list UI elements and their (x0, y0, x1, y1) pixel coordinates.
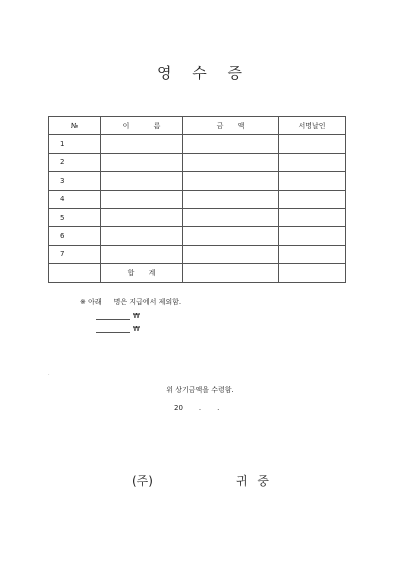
row-number: 1 (49, 135, 101, 153)
recipient-salutation: 귀 중 (236, 474, 269, 488)
date-year-blank (183, 404, 202, 412)
amount-cell (183, 135, 279, 153)
total-amount-cell (183, 264, 279, 282)
signature-cell (279, 227, 346, 245)
table-row (49, 135, 346, 153)
row-number: 7 (49, 245, 101, 263)
table-row (49, 190, 346, 208)
amount-cell (183, 245, 279, 263)
signature-cell (279, 245, 346, 263)
signature-cell (279, 172, 346, 190)
name-cell (101, 245, 183, 263)
header-no: № (49, 117, 101, 135)
date-year: 20 (174, 404, 183, 412)
row-number: 5 (49, 208, 101, 226)
exclusion-note (80, 297, 181, 307)
total-label: 합 계 (101, 264, 183, 282)
signature-cell (279, 190, 346, 208)
name-cell (101, 190, 183, 208)
note-suffix: 명은 지급에서 제외함. (113, 298, 182, 306)
date-separator: . (217, 404, 220, 412)
amount-cell (183, 208, 279, 226)
name-cell (101, 208, 183, 226)
header-signature: 서명날인 (279, 117, 346, 135)
receipt-table (48, 116, 346, 283)
row-number: 2 (49, 153, 101, 171)
row-number: 6 (49, 227, 101, 245)
total-signature-cell (279, 264, 346, 282)
note-prefix: ※ 아래 (80, 298, 102, 306)
amount-blank (96, 311, 130, 320)
signature-cell (279, 208, 346, 226)
currency-symbol: ₩ (133, 325, 140, 333)
exclusion-amount-line (96, 324, 140, 333)
name-cell (101, 153, 183, 171)
scan-speck: · (48, 372, 50, 378)
date-separator: . (198, 404, 202, 412)
signature-cell (279, 135, 346, 153)
total-row (49, 264, 346, 282)
total-number-cell (49, 264, 101, 282)
currency-symbol: ₩ (133, 312, 140, 320)
row-number: 4 (49, 190, 101, 208)
document-title: 영 수 증 (156, 64, 243, 82)
header-amount: 금 액 (183, 117, 279, 135)
name-cell (101, 172, 183, 190)
header-name: 이 름 (101, 117, 183, 135)
exclusion-amount-line (96, 311, 140, 320)
amount-blank (96, 324, 130, 333)
amount-cell (183, 153, 279, 171)
name-cell (101, 135, 183, 153)
table-row (49, 245, 346, 263)
table-header-row (49, 117, 346, 135)
table-row (49, 153, 346, 171)
name-cell (101, 227, 183, 245)
date-month-blank (198, 404, 220, 412)
row-number: 3 (49, 172, 101, 190)
table-row (49, 172, 346, 190)
amount-cell (183, 227, 279, 245)
table-row (49, 208, 346, 226)
amount-cell (183, 172, 279, 190)
table-row (49, 227, 346, 245)
receipt-statement: 위 상기금액을 수령함. (166, 386, 234, 394)
signature-cell (279, 153, 346, 171)
company-name: (주) (132, 474, 153, 488)
date-line (174, 404, 219, 412)
amount-cell (183, 190, 279, 208)
